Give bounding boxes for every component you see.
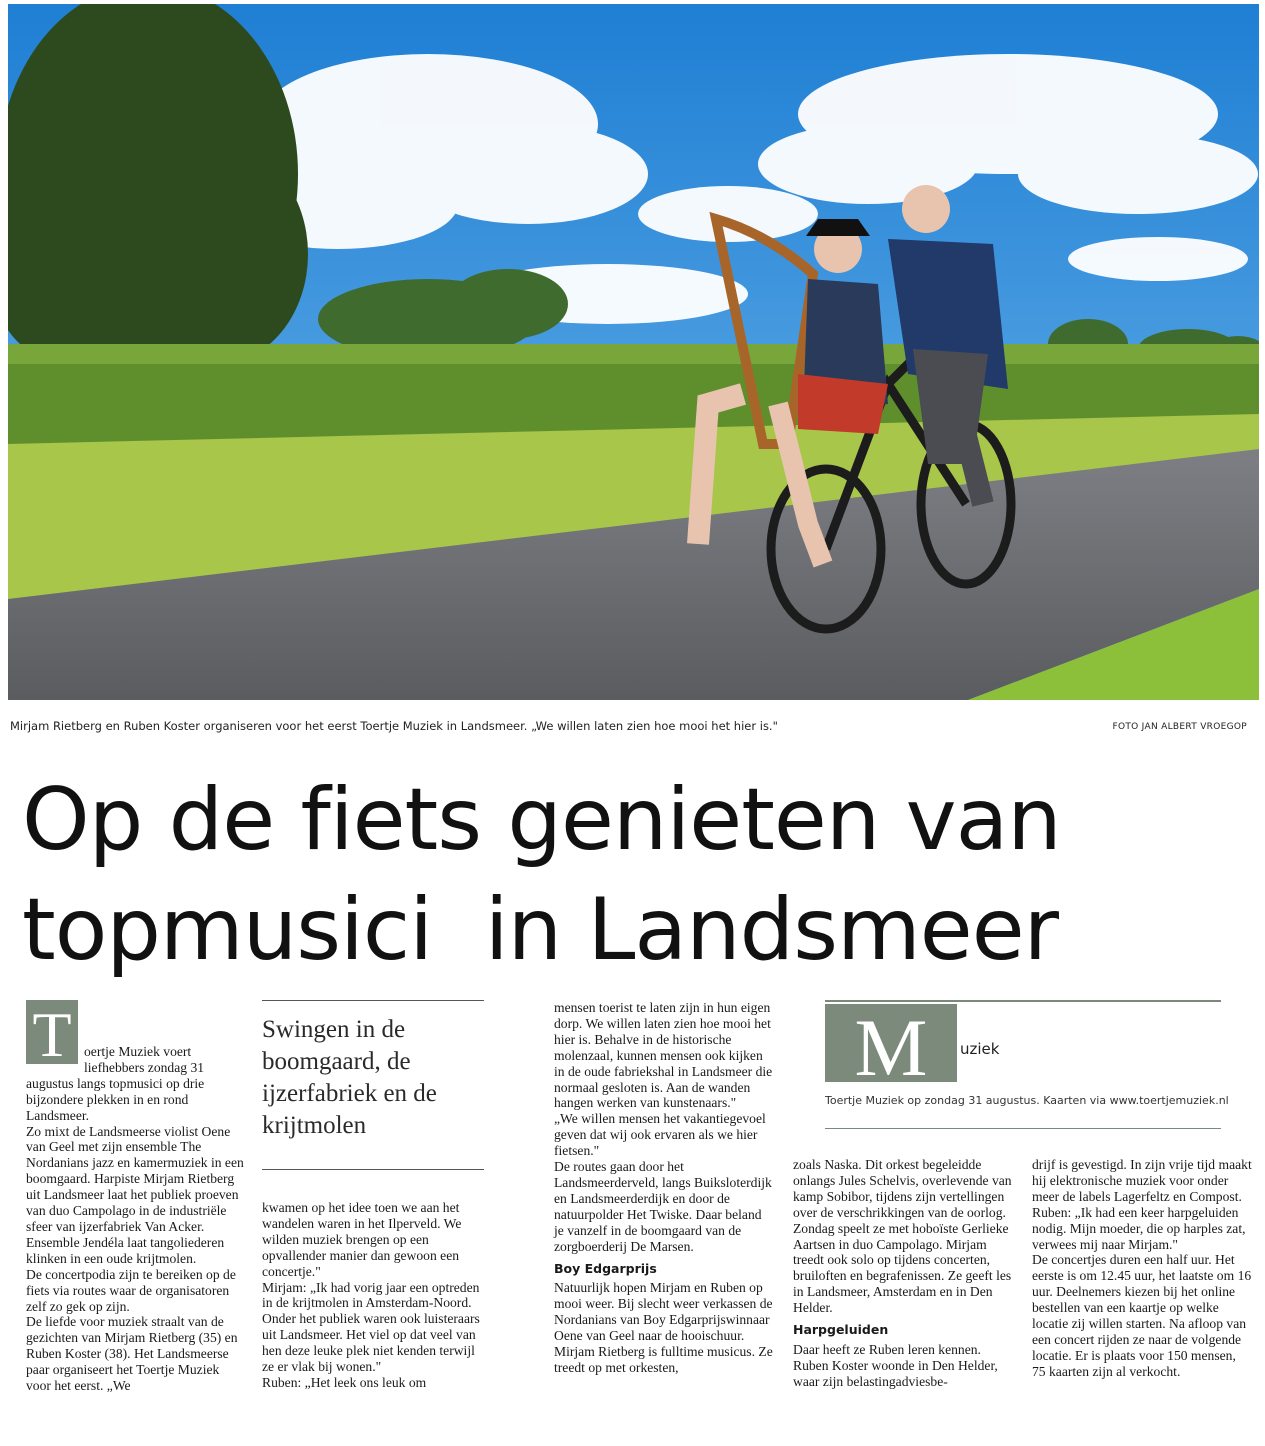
article-photo bbox=[8, 4, 1259, 700]
article-column-5 bbox=[1032, 1157, 1252, 1380]
infobox-title: uziek bbox=[960, 1040, 1000, 1058]
paragraph: De concertpodia zijn te bereiken op de fiets via routes waar de organisatoren zelf zo gek op zijn. bbox=[26, 1266, 236, 1314]
quote-rule-bottom bbox=[262, 1169, 484, 1170]
infobox-rule-bottom bbox=[825, 1128, 1221, 1129]
subheading-boy-edgarprijs: Boy Edgarprijs bbox=[554, 1260, 657, 1276]
paragraph: Mirjam: „Ik had vorig jaar een optreden in de krijtmolen in Amsterdam-Noord. Onder het publiek waren ook luisteraars uit Landsmeer. Het viel op dat veel van hen deze leuke plek niet kenden terwijl ze er vlak bij wonen." bbox=[262, 1279, 480, 1375]
paragraph: De routes gaan door het Landsmeerderveld, langs Buiksloterdijk en Landsmeerderdijk en door de natuurpolder Het Twiske. Daar beland je vanzelf in de boomgaard van de zorgboerderij De Marsen. bbox=[554, 1159, 772, 1254]
infobox-initial: M bbox=[825, 1004, 957, 1082]
paragraph: zoals Naska. Dit orkest begeleidde onlangs Jules Schelvis, overlevende van kamp Sobibor, tijdens zijn vertellingen over de verschrikkingen van de oorlog. Zondag speelt ze met hoboïste Gerlieke Aartsen in duo Campolago. Mirjam treedt ook solo op tijdens concerten, bruiloften en begrafenissen. Ze geeft les in Landsmeer, Amsterdam en in Den Helder. bbox=[793, 1157, 1012, 1316]
photo-credit: FOTO JAN ALBERT VROEGOP bbox=[1112, 722, 1247, 732]
pull-quote: Swingen in de boomgaard, de ijzerfabriek en de krijtmolen bbox=[262, 1016, 437, 1139]
headline-line-2: topmusici in Landsmeer bbox=[22, 880, 1058, 980]
paragraph: Mirjam Rietberg is fulltime musicus. Ze treedt op met orkesten, bbox=[554, 1344, 773, 1375]
paragraph: Ruben: „Het leek ons leuk om bbox=[262, 1374, 427, 1390]
paragraph: Natuurlijk hopen Mirjam en Ruben op mooi weer. Bij slecht weer verkassen de Nordanians van Boy Edgarprijswinnaar Oene van Geel naar de hooischuur. bbox=[554, 1280, 773, 1344]
paragraph: drijf is gevestigd. In zijn vrije tijd maakt hij elektronische muziek voor onder meer de labels Lagerfeltz en Compost. Ruben: „Ik had een keer harpgeluiden nodig. Mijn moeder, die op harples zat, verwees mij naar Mirjam." bbox=[1032, 1157, 1252, 1252]
paragraph: oertje Muziek voert liefhebbers zondag 31 augustus langs topmusici op drie bijzondere plekken in en rond Landsmeer. bbox=[26, 1044, 205, 1123]
subheading-harpgeluiden: Harpgeluiden bbox=[793, 1322, 889, 1338]
paragraph: kwamen op het idee toen we aan het wandelen waren in het Ilperveld. We wilden muziek brengen op een opvallender manier dan gewoon een concertje." bbox=[262, 1200, 462, 1279]
infobox-text: Toertje Muziek op zondag 31 augustus. Kaarten via www.toertjemuziek.nl bbox=[825, 1094, 1229, 1107]
headline bbox=[22, 765, 1252, 985]
paragraph: De liefde voor muziek straalt van de gezichten van Mirjam Rietberg (35) en Ruben Koster (38). Het Landsmeerse paar organiseert het Toertje Muziek voor het eerst. „We bbox=[26, 1314, 238, 1394]
photo-illustration bbox=[8, 4, 1259, 700]
headline-line-1: Op de fiets genieten van bbox=[22, 770, 1061, 870]
drop-cap: T bbox=[26, 1000, 78, 1064]
quote-rule-top bbox=[262, 1000, 484, 1001]
article-column-2 bbox=[262, 1200, 484, 1391]
paragraph: mensen toerist te laten zijn in hun eigen dorp. We willen laten zien hoe mooi het hier is. Behalve in de historische molenzaal, kunnen mensen ook kijken in de oude fabriekshal in Landsmeer die normaal gesloten is. Aan de wanden hangen werken van kunstenaars." bbox=[554, 1000, 773, 1111]
article-column-3 bbox=[554, 1000, 774, 1376]
photo-caption: Mirjam Rietberg en Ruben Koster organiseren voor het eerst Toertje Muziek in Landsmeer. „We willen laten zien hoe mooi het hier is." bbox=[10, 719, 778, 733]
paragraph: Daar heeft ze Ruben leren kennen. Ruben Koster woonde in Den Helder, waar zijn belastingadviesbe- bbox=[793, 1341, 998, 1389]
article-column-1 bbox=[26, 1000, 244, 1394]
paragraph: Zo mixt de Landsmeerse violist Oene van Geel met zijn ensemble The Nordanians jazz en kamermuziek in een boomgaard. Harpiste Mirjam Rietberg uit Landsmeer laat het publiek proeven van duo Campolago in de industriële sfeer van ijzerfabriek Van Acker. Ensemble Jendéla laat tangoliederen klinken in een oude krijtmolen. bbox=[26, 1123, 244, 1266]
paragraph: „We willen mensen het vakantiegevoel geven dat wij ook ervaren als we hier fietsen." bbox=[554, 1111, 766, 1159]
article-column-4 bbox=[793, 1157, 1015, 1390]
paragraph: De concertjes duren een half uur. Het eerste is om 12.45 uur, het laatste om 16 uur. Deelnemers kiezen bij het online bestellen van een kaartje op welke locatie zij willen starten. Na afloop van een concert rijden ze naar de volgende locatie. Er is plaats voor 150 mensen, 75 kaarten zijn al verkocht. bbox=[1032, 1252, 1252, 1379]
